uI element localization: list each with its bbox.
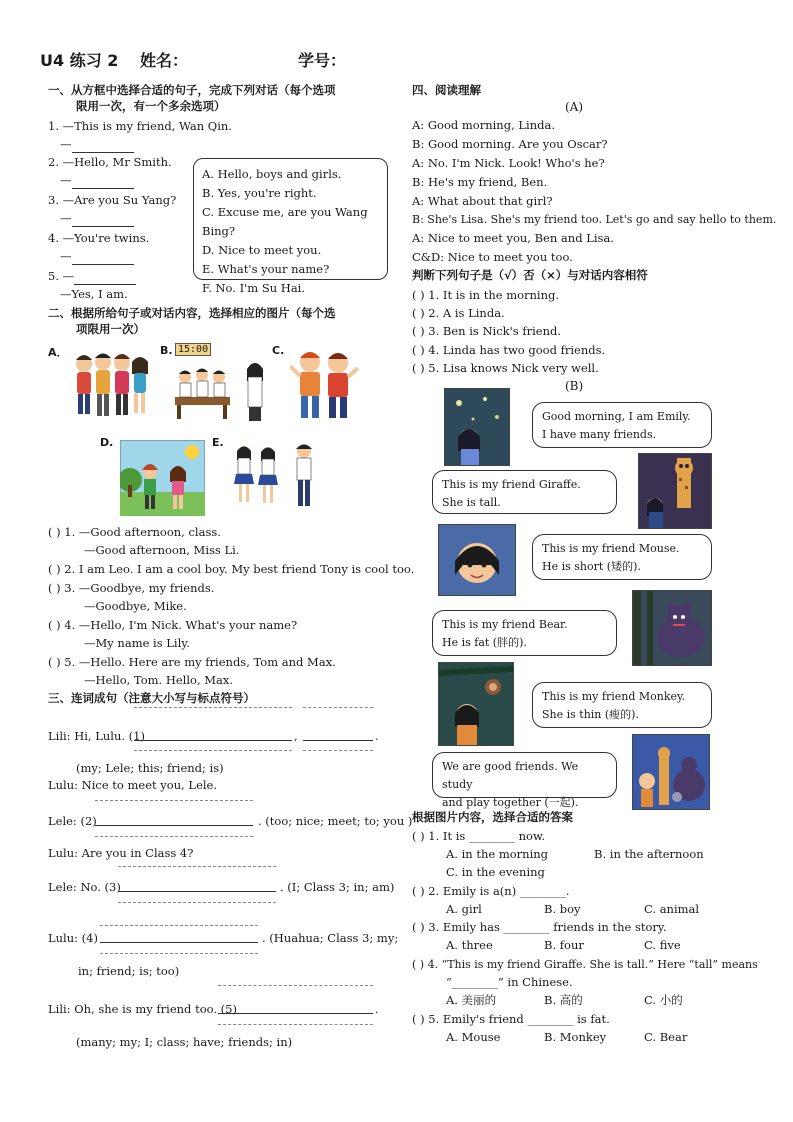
picture-a-friends [70, 346, 150, 424]
dialog-line-6: B: She's Lisa. She's my friend too. Let's go and say hello to them. [412, 213, 777, 226]
s2-item3-reply: —Goodbye, Mike. [84, 599, 187, 613]
mc-q1-opt-a: A. in the morning [446, 847, 549, 861]
dialog-line-5: A: What about that girl? [412, 194, 553, 208]
mc-q2-opt-a: A. girl [446, 902, 482, 916]
s3-line3: Lele: (2) [48, 814, 97, 828]
answer-blank[interactable] [72, 264, 134, 265]
s3-words1: (my; Lele; this; friend; is) [76, 761, 224, 775]
s3-line2: Lulu: Nice to meet you, Lele. [48, 778, 218, 792]
s3-words2: . (too; nice; meet; to; you ) [258, 814, 413, 828]
bubble-monkey: This is my friend Monkey. She is thin (瘦的). [532, 682, 712, 728]
name-label: 姓名： [140, 51, 189, 70]
mc-q4-opt-b: B. 高的 [544, 993, 583, 1007]
s1-q3: 3. —Are you Su Yang? [48, 193, 177, 207]
s1-a4: — [60, 248, 134, 265]
mouse-picture [438, 524, 516, 596]
dialog-line-2: B: Good morning. Are you Oscar? [412, 137, 608, 151]
sentence3-blank[interactable] [118, 891, 276, 892]
picture-label-a: A． [48, 346, 68, 359]
mc-q4: ( ) 4. “This is my friend Giraffe. She is tall.” Here “tall” means [412, 958, 758, 971]
s1-a1: — [60, 136, 134, 153]
s2-item1-reply: —Good afternoon, Miss Li. [84, 543, 240, 557]
unit-title: U4 练习 2 [40, 51, 119, 70]
student-id-label: 学号： [298, 51, 347, 70]
answer-blank[interactable] [72, 188, 134, 189]
option-f: F. No. I'm Su Hai. [202, 281, 306, 295]
options-box [193, 158, 388, 295]
s2-item1: ( ) 1. —Good afternoon, class. [48, 525, 221, 539]
s3-line5: Lele: No. (3) [48, 880, 121, 894]
option-d: D. Nice to meet you. [202, 243, 322, 257]
sentence5-blank[interactable] [218, 1013, 373, 1014]
mc-q1-opt-c: C. in the evening [446, 865, 545, 879]
part-b-label: (B) [565, 379, 584, 393]
bubble-mouse: This is my friend Mouse. He is short (矮的). [532, 534, 712, 580]
section1-title: 一、从方框中选择合适的句子，完成下列对话（每个选项 [48, 83, 336, 97]
option-e: E. What's your name? [202, 262, 330, 276]
sentence2-blank[interactable] [95, 825, 253, 826]
tf-item-2: ( ) 2. A is Linda. [412, 306, 505, 320]
section4-title: 四、阅读理解 [412, 83, 481, 97]
sentence1-blank-b[interactable] [303, 740, 373, 741]
picture-label-c: C. [272, 344, 285, 357]
answer-blank[interactable] [72, 226, 134, 227]
dialog-line-7: A: Nice to meet you, Ben and Lisa. [412, 231, 614, 245]
mc-q2-opt-b: B. boy [544, 902, 581, 916]
mc-q4-cont: “________” in Chinese. [446, 975, 573, 989]
s1-q2: 2. —Hello, Mr Smith. [48, 155, 172, 169]
s1-a5: —Yes, I am. [60, 287, 128, 301]
bubble-giraffe: This is my friend Giraffe. She is tall. [432, 470, 617, 514]
section3-title: 三、连词成句（注意大小写与标点符号） [48, 691, 255, 705]
s3-line6: Lulu: (4) [48, 931, 98, 945]
mc-q2-opt-c: C. animal [644, 902, 700, 916]
mc-q5-opt-b: B. Monkey [544, 1030, 607, 1044]
bubble-friends: We are good friends. We study and play together (一起). [432, 752, 617, 798]
mc-q5-opt-a: A. Mouse [446, 1030, 501, 1044]
dialog-line-3: A: No. I'm Nick. Look! Who's he? [412, 156, 605, 170]
s2-item3: ( ) 3. —Goodbye, my friends. [48, 581, 215, 595]
dialog-line-1: A: Good morning, Linda. [412, 118, 555, 132]
picture-e-students [232, 440, 322, 516]
mc-q5: ( ) 5. Emily's friend ________ is fat. [412, 1012, 610, 1026]
emily-picture [444, 388, 510, 466]
section2-title-cont: 项限用一次） [76, 322, 145, 336]
tf-item-1: ( ) 1. It is in the morning. [412, 288, 560, 302]
s2-item4-reply: —My name is Lily. [84, 636, 190, 650]
s2-item4: ( ) 4. —Hello, I'm Nick. What's your name? [48, 618, 298, 632]
mc-q3: ( ) 3. Emily has ________ friends in the story. [412, 920, 667, 934]
mc-q3-opt-a: A. three [446, 938, 493, 952]
s3-words4-cont: in; friend; is; too) [78, 964, 180, 978]
answer-blank[interactable] [74, 284, 136, 285]
s1-a3: — [60, 210, 134, 227]
dialog-line-8: C&D: Nice to meet you too. [412, 250, 573, 264]
option-b: B. Yes, you're right. [202, 186, 317, 200]
s1-q1: 1. —This is my friend, Wan Qin. [48, 119, 232, 133]
section1-title-cont: 限用一次，有一个多余选项） [76, 99, 226, 113]
bubble-emily: Good morning, I am Emily. I have many friends. [532, 402, 712, 448]
picture-b-classroom [175, 357, 270, 423]
tf-title: 判断下列句子是（√）否（×）与对话内容相符 [412, 268, 648, 282]
giraffe-picture [638, 453, 712, 529]
bubble-bear: This is my friend Bear. He is fat (胖的). [432, 610, 617, 656]
picture-c-boys [290, 346, 360, 424]
mc-title: 根据图片内容，选择合适的答案 [412, 810, 573, 824]
s3-period5: . [375, 1002, 379, 1016]
mc-q2: ( ) 2. Emily is a(n) ________. [412, 884, 570, 898]
mc-q4-opt-a: A. 美丽的 [446, 993, 497, 1007]
s3-line1: Lili: Hi, Lulu. (1) [48, 729, 145, 743]
option-a: A. Hello, boys and girls. [202, 167, 342, 181]
mc-q3-opt-b: B. four [544, 938, 584, 952]
s1-a2: — [60, 172, 134, 189]
s2-item5: ( ) 5. —Hello. Here are my friends, Tom and Max. [48, 655, 336, 669]
s3-line7: Lili: Oh, she is my friend too. (5) [48, 1002, 237, 1016]
mc-q1-opt-b: B. in the afternoon [594, 847, 704, 861]
tf-item-3: ( ) 3. Ben is Nick's friend. [412, 324, 561, 338]
mc-q3-opt-c: C. five [644, 938, 681, 952]
s2-item5-reply: —Hello, Tom. Hello, Max. [84, 673, 234, 687]
clock-display: 15:00 [175, 343, 211, 356]
picture-d-outdoor [120, 440, 205, 516]
sentence4-blank[interactable] [100, 942, 258, 943]
bear-picture [632, 590, 712, 666]
monkey-picture [438, 662, 514, 746]
s3-line4: Lulu: Are you in Class 4? [48, 846, 194, 860]
friends-picture [632, 734, 710, 810]
s1-q5: 5. — [48, 268, 136, 285]
part-a-label: (A) [565, 100, 584, 114]
sentence1-blank-a[interactable] [134, 740, 292, 741]
answer-blank[interactable] [72, 152, 134, 153]
s3-comma: , [294, 729, 298, 743]
dialog-line-4: B: He's my friend, Ben. [412, 175, 548, 189]
s3-words5: (many; my; I; class; have; friends; in) [76, 1035, 293, 1049]
s3-words3: . (I; Class 3; in; am) [280, 880, 395, 894]
s3-period: . [375, 729, 379, 743]
picture-label-d: D. [100, 436, 114, 449]
picture-label-b: B. [160, 344, 173, 357]
mc-q4-opt-c: C. 小的 [644, 993, 683, 1007]
picture-label-e: E. [212, 436, 224, 449]
tf-item-4: ( ) 4. Linda has two good friends. [412, 343, 606, 357]
option-c: C. Excuse me, are you Wang Bing? [202, 205, 368, 238]
mc-q5-opt-c: C. Bear [644, 1030, 688, 1044]
s1-q4: 4. —You're twins. [48, 231, 150, 245]
mc-q1: ( ) 1. It is ________ now. [412, 829, 546, 843]
s3-words4: . (Huahua; Class 3; my; [262, 931, 399, 945]
s2-item2: ( ) 2. I am Leo. I am a cool boy. My best friend Tony is cool too. [48, 562, 415, 576]
tf-item-5: ( ) 5. Lisa knows Nick very well. [412, 361, 599, 375]
section2-title: 二、根据所给句子或对话内容，选择相应的图片（每个选 [48, 306, 336, 320]
